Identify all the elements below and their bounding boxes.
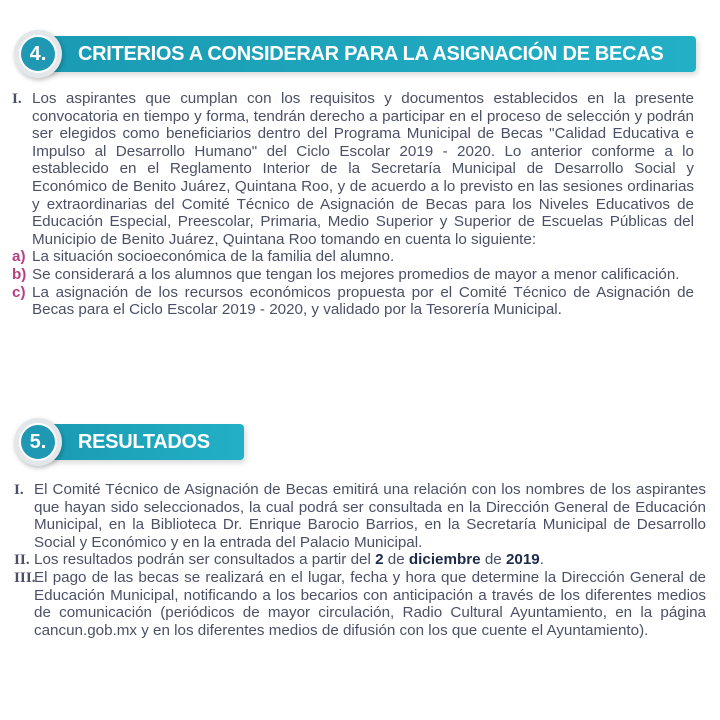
item-marker: a) <box>12 248 26 266</box>
item-marker: b) <box>12 265 27 283</box>
item-marker: c) <box>12 283 26 301</box>
section-5-banner <box>48 424 244 460</box>
item-text: La asignación de los recursos económicos propuesta por el Comité Técnico de Asignación de Becas para el Ciclo Escolar 2019 - 2020, y validado por la Tesorería Municipal. <box>32 283 694 319</box>
section-4-item-c <box>12 284 694 319</box>
section-4-number-badge <box>14 30 62 78</box>
connector-de: de <box>383 551 409 569</box>
section-5-item-I <box>14 481 706 551</box>
item-text: Los resultados podrán ser consultados a partir del <box>34 551 376 569</box>
item-marker: II. <box>14 551 30 569</box>
item-text: Se considerará a los alumnos que tengan los mejores promedios de mayor a menor calificación. <box>32 265 680 283</box>
item-text: La situación socioeconómica de la familia del alumno. <box>32 248 395 266</box>
results-month: diciembre <box>408 551 481 569</box>
section-5-number-badge <box>14 418 62 466</box>
section-4-item-I <box>12 90 694 248</box>
section-4-title: CRITERIOS A CONSIDERAR PARA LA ASIGNACIÓN DE BECAS <box>78 43 664 65</box>
results-year: 2019 <box>505 551 540 569</box>
section-4-banner <box>48 36 696 72</box>
section-4-header <box>0 28 720 80</box>
period: . <box>539 551 544 569</box>
section-4-item-a <box>12 248 694 266</box>
section-5-title: RESULTADOS <box>78 431 210 453</box>
section-4-number: 4. <box>19 35 57 73</box>
section-4-item-b <box>12 266 694 284</box>
connector-de: de <box>480 551 506 569</box>
section-5-item-II <box>14 551 706 569</box>
results-day: 2 <box>375 551 384 569</box>
section-5-item-III <box>14 569 706 639</box>
section-5-body <box>14 481 706 639</box>
item-marker: I. <box>14 481 24 498</box>
section-4-body <box>12 90 694 319</box>
section-5-header <box>0 416 720 468</box>
section-4 <box>0 28 720 80</box>
item-text: Los aspirantes que cumplan con los requisitos y documentos establecidos en la presente convocatoria en tiempo y forma, tendrán derecho a participar en el proceso de selección y podrán ser elegidos como beneficiarios dentro del Programa Municipal de Becas "Calidad Educativa e Impulso al Desarrollo Humano" del Ciclo Escolar 2019 - 2020. Lo anterior conforme a lo establecido en el Reglamento Interior de la Secretaría Municipal de Desarrollo Social y Económico de Benito Juárez, Quintana Roo, y de acuerdo a lo previsto en las sesiones ordinarias y extraordinarias del Comité Técnico de Asignación de Becas para los Niveles Educativos de Educación Especial, Preescolar, Primaria, Medio Superior y Superior de Escuelas Públicas del Municipio de Benito Juárez, Quintana Roo tomando en cuenta lo siguiente: <box>32 90 694 248</box>
item-marker: I. <box>12 90 22 107</box>
section-5-number: 5. <box>19 423 57 461</box>
item-marker: III. <box>14 568 36 586</box>
item-text: El pago de las becas se realizará en el lugar, fecha y hora que determine la Dirección General de Educación Municipal, notificando a los becarios con anticipación a través de los diferentes medios de comunicación (periódicos de mayor circulación, Radio Cultural Ayuntamiento, en la página cancun.gob.mx y en los diferentes medios de difusión con los que cuente el Ayuntamiento). <box>34 568 706 639</box>
item-text: El Comité Técnico de Asignación de Becas emitirá una relación con los nombres de los aspirantes que hayan sido seleccionados, la cual podrá ser consultada en la Dirección General de Educación Municipal, en la Biblioteca Dr. Enrique Barocio Barrios, en la Secretaría Municipal de Desarrollo Social y Económico y en la entrada del Palacio Municipal. <box>34 481 706 551</box>
section-5 <box>0 416 720 468</box>
